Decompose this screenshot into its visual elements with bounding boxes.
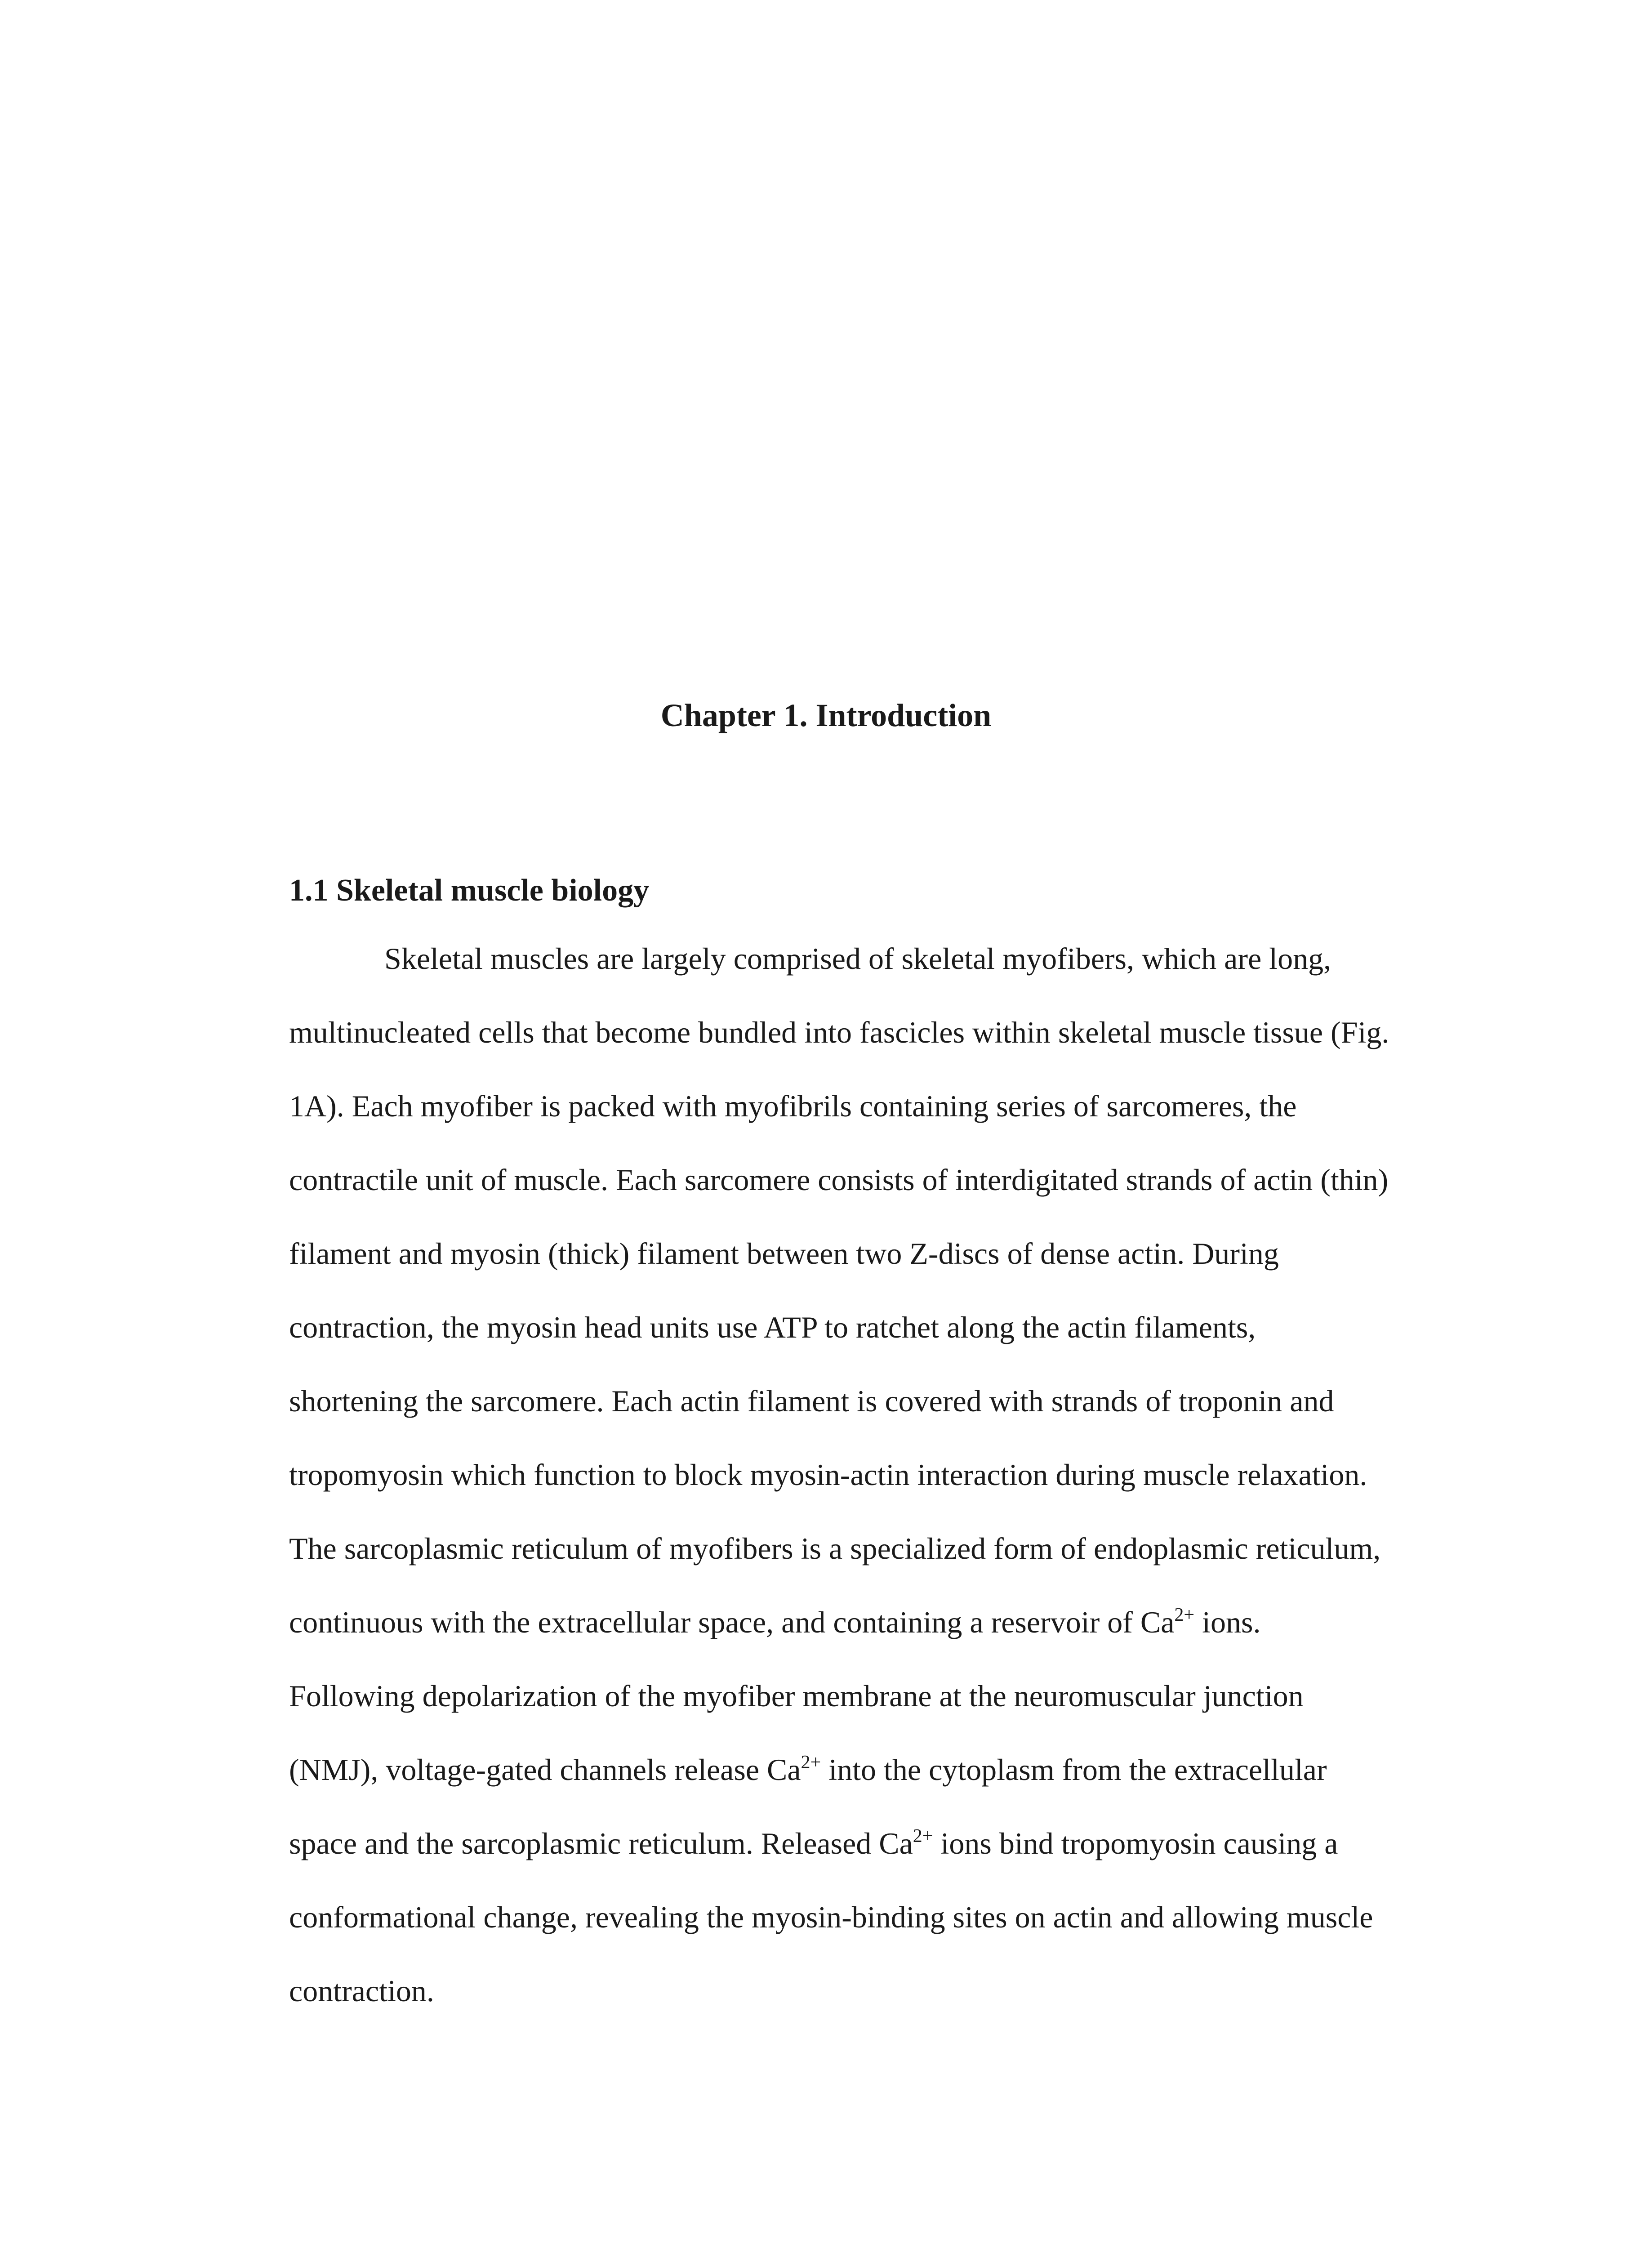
line-text: space and the sarcoplasmic reticulum. Released Ca bbox=[289, 1826, 913, 1860]
paragraph-line bbox=[289, 1236, 1467, 1309]
paragraph-line bbox=[289, 1530, 1467, 1604]
paragraph-line bbox=[289, 1457, 1467, 1530]
paragraph-line bbox=[289, 1973, 1467, 2047]
line-text: filament and myosin (thick) filament between two Z-discs of dense actin. During bbox=[289, 1236, 1279, 1271]
line-text: contraction, the myosin head units use ATP to ratchet along the actin filaments, bbox=[289, 1310, 1256, 1344]
line-text: multinucleated cells that become bundled into fascicles within skeletal muscle tissue (Fig. bbox=[289, 1015, 1389, 1049]
line-text: conformational change, revealing the myosin-binding sites on actin and allowing muscle bbox=[289, 1900, 1373, 1934]
line-text: contractile unit of muscle. Each sarcomere consists of interdigitated strands of actin (thin) bbox=[289, 1163, 1389, 1197]
line-text: continuous with the extracellular space, and containing a reservoir of Ca bbox=[289, 1605, 1175, 1639]
paragraph-line bbox=[289, 1162, 1467, 1236]
line-text: (NMJ), voltage-gated channels release Ca bbox=[289, 1753, 801, 1787]
paragraph-line bbox=[289, 941, 1467, 1014]
line-text: The sarcoplasmic reticulum of myofibers is a specialized form of endoplasmic reticulum, bbox=[289, 1531, 1381, 1566]
paragraph-line bbox=[289, 1899, 1467, 1973]
superscript-charge: 2+ bbox=[801, 1752, 821, 1773]
paragraph-line bbox=[289, 1088, 1467, 1162]
superscript-charge: 2+ bbox=[913, 1826, 933, 1847]
line-text: ions. bbox=[1194, 1605, 1261, 1639]
chapter-title: Chapter 1. Introduction bbox=[660, 697, 992, 733]
line-text: Skeletal muscles are largely comprised of skeletal myofibers, which are long, bbox=[384, 941, 1331, 976]
paragraph-line bbox=[289, 1383, 1467, 1457]
line-text: Following depolarization of the myofiber membrane at the neuromuscular junction bbox=[289, 1679, 1304, 1713]
body-paragraph bbox=[289, 941, 1467, 2047]
paragraph-line bbox=[289, 1825, 1467, 1899]
line-text: shortening the sarcomere. Each actin filament is covered with strands of troponin and bbox=[289, 1384, 1334, 1418]
superscript-charge: 2+ bbox=[1174, 1605, 1195, 1625]
line-text: contraction. bbox=[289, 1974, 434, 2008]
line-text: into the cytoplasm from the extracellular bbox=[821, 1753, 1327, 1787]
paragraph-line bbox=[289, 1604, 1467, 1678]
section-heading: 1.1 Skeletal muscle biology bbox=[289, 873, 650, 908]
line-text: tropomyosin which function to block myosin-actin interaction during muscle relaxation. bbox=[289, 1458, 1367, 1492]
paragraph-line bbox=[289, 1014, 1467, 1088]
line-text: ions bind tropomyosin causing a bbox=[933, 1826, 1338, 1860]
paragraph-line bbox=[289, 1678, 1467, 1752]
line-text: 1A). Each myofiber is packed with myofibrils containing series of sarcomeres, the bbox=[289, 1089, 1297, 1123]
paragraph-line bbox=[289, 1309, 1467, 1383]
paragraph-line bbox=[289, 1752, 1467, 1825]
